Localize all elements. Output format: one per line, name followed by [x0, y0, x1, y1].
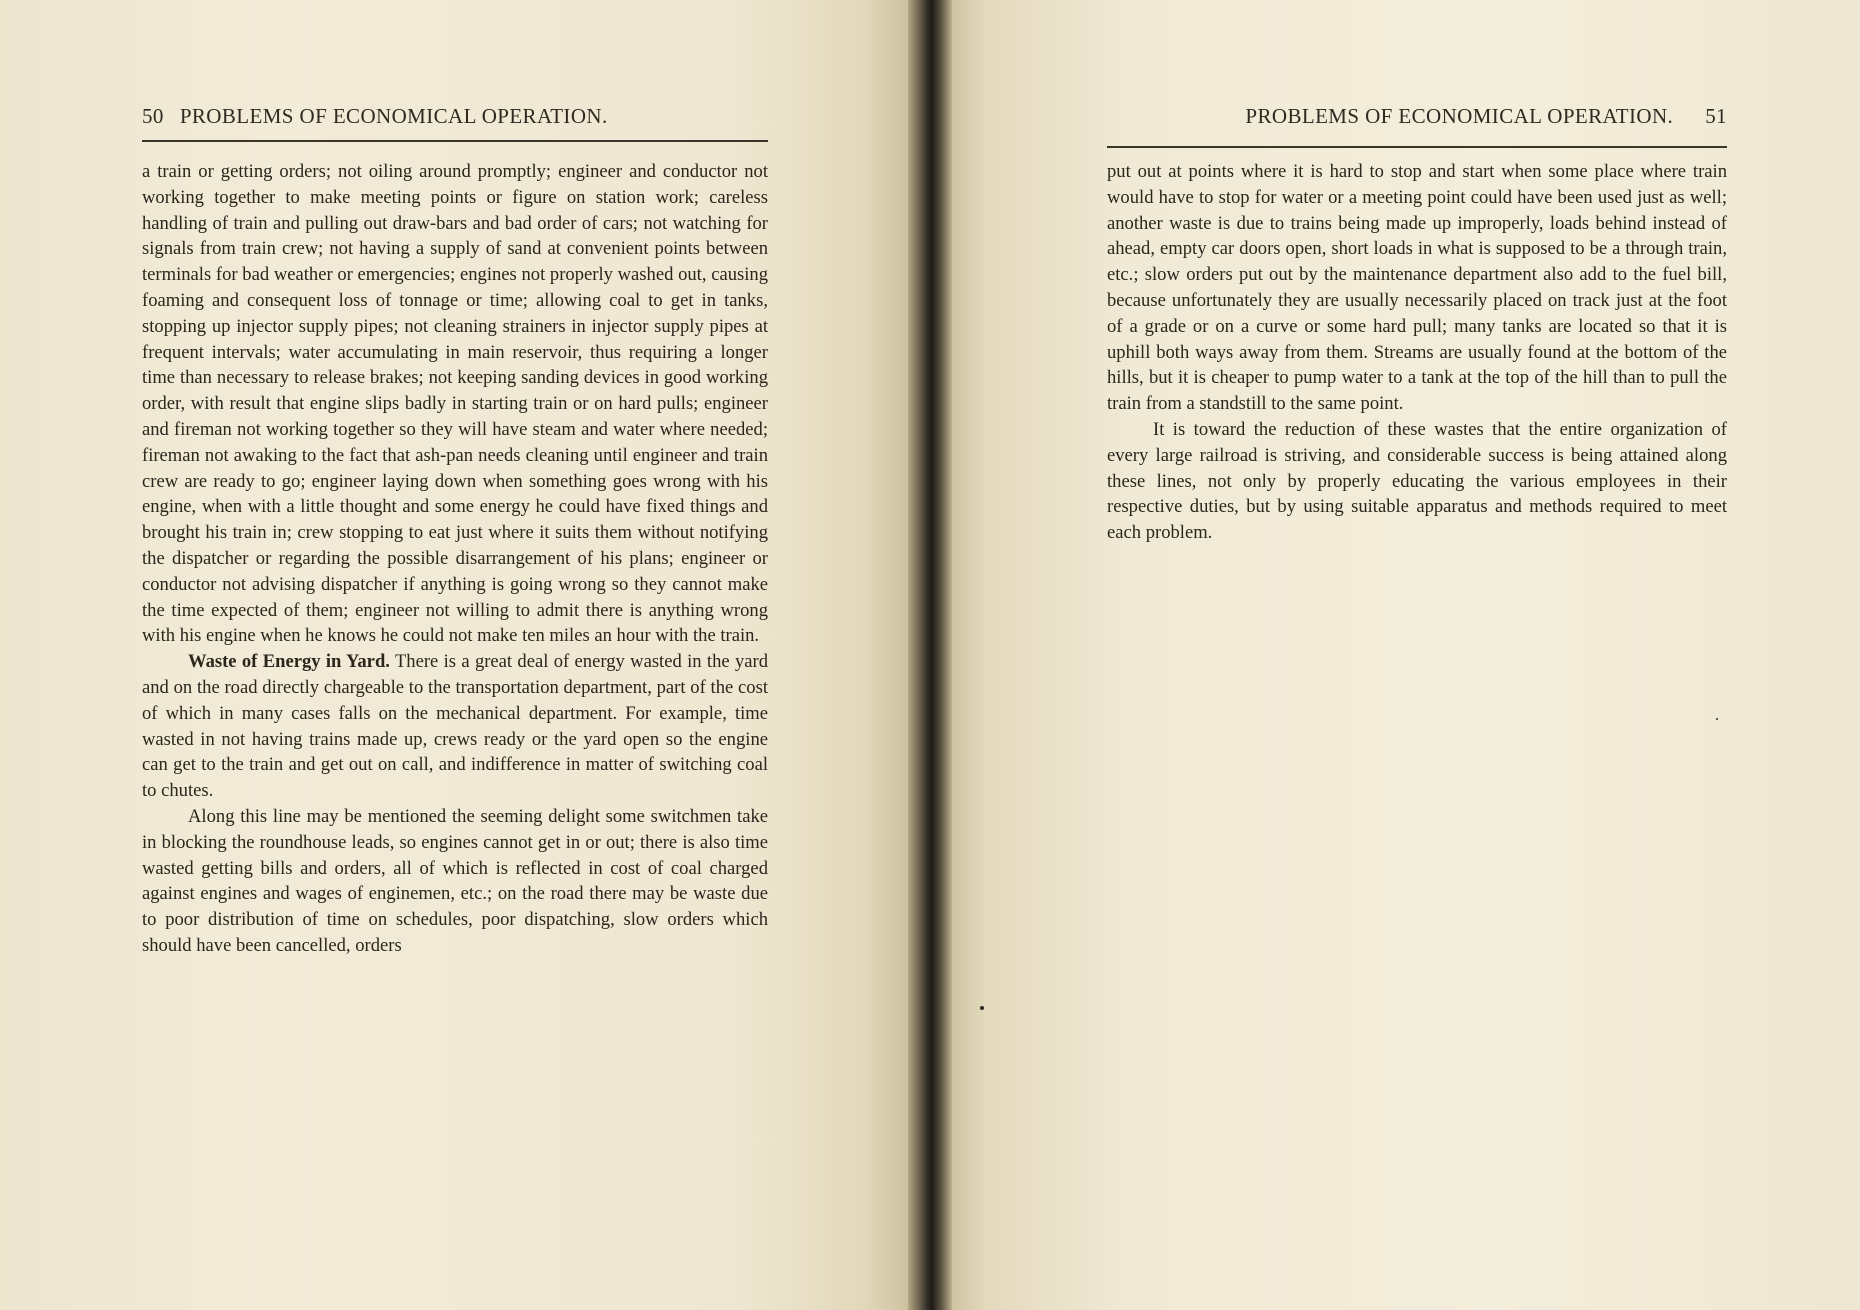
right-paragraph-1-text: put out at points where it is hard to stop and start when some place where train would have to stop for water or a meeting point could have been used just as well; another waste is due to trains being made up improperly, loads behind instead of ahead, empty car doors open, short loads in what is supposed to be a through train, etc.; slow orders put out by the maintenance department also add to the fuel bill, because unfortunately they are usually necessarily placed on track just at the foot of a grade or on a curve or some hard pull; many tanks are located so that it is uphill both ways away from them. Streams are usually found at the bottom of the hills, but it is cheaper to pump water to a tank at the top of the hill than to pull the train from a standstill to the same point. [1107, 161, 1727, 415]
right-running-header [1165, 104, 1727, 129]
left-paragraph-1 [142, 159, 768, 649]
left-running-header [142, 104, 768, 129]
paper-speck [1716, 718, 1718, 720]
book-gutter [908, 0, 952, 1310]
right-page-body [1107, 159, 1727, 546]
right-paragraph-1 [1107, 159, 1727, 417]
section-heading-waste-of-energy: Waste of Energy in Yard. [188, 651, 390, 673]
left-page-number: 50 [142, 104, 164, 128]
left-running-head: PROBLEMS OF ECONOMICAL OPERATION. [179, 104, 608, 128]
left-header-rule [142, 140, 768, 142]
right-paragraph-2 [1107, 417, 1727, 546]
left-paragraph-3 [142, 804, 768, 959]
paper-speck [980, 1006, 984, 1010]
left-page-body [142, 159, 768, 959]
left-paragraph-2 [142, 649, 768, 804]
right-running-head: PROBLEMS OF ECONOMICAL OPERATION. [1245, 104, 1674, 128]
left-paragraph-2-text: There is a great deal of energy wasted in the yard and on the road directly chargeable to the transportation department, part of the cost of which in many cases falls on the mechanical department. For example, time wasted in not having trains made up, crews ready or the yard open so the engine can get to the train and get out on call, and indifference in matter of switching coal to chutes. [142, 651, 768, 802]
left-paragraph-3-text: Along this line may be mentioned the seeming delight some switchmen take in blocking the roundhouse leads, so engines cannot get in or out; there is also time wasted getting bills and orders, all of which is reflected in cost of coal charged against engines and wages of enginemen, etc.; on the road there may be waste due to poor distribution of time on schedules, poor dispatching, slow orders which should have been cancelled, orders [142, 805, 768, 956]
right-paragraph-2-text: It is toward the reduction of these wastes that the entire organization of every large railroad is striving, and considerable success is being attained along these lines, not only by properly educating the various employees in their respective duties, but by using suitable apparatus and methods required to meet each problem. [1107, 418, 1727, 544]
left-paragraph-1-text: a train or getting orders; not oiling around promptly; engineer and conductor not working together to make meeting points or figure on station work; careless handling of train and pulling out draw-bars and bad order of cars; not watching for signals from train crew; not having a supply of sand at convenient points between terminals for bad weather or emergencies; engines not properly washed out, causing foaming and consequent loss of tonnage or time; allowing coal to get in tanks, stopping up injector supply pipes; not cleaning strainers in injector supply pipes at frequent intervals; water accumulating in main reservoir, thus requiring a longer time than necessary to release brakes; not keeping sanding devices in good working order, with result that engine slips badly in starting train or on hard pulls; engineer and fireman not working together so they will have steam and water where needed; fireman not awaking to the fact that ash-pan needs cleaning until engineer and train crew are ready to go; engineer laying down when something goes wrong with his engine, when with a little thought and some energy he could have fixed things and brought his train in; crew stopping to eat just where it suits them without notifying the dispatcher or regarding the possible disarrangement of his plans; engineer or conductor not advising dispatcher if anything is going wrong so they cannot make the time expected of them; engineer not willing to admit there is anything wrong with his engine when he knows he could not make ten miles an hour with the train. [142, 161, 768, 647]
right-header-rule [1107, 146, 1727, 148]
right-page-number: 51 [1705, 104, 1727, 128]
